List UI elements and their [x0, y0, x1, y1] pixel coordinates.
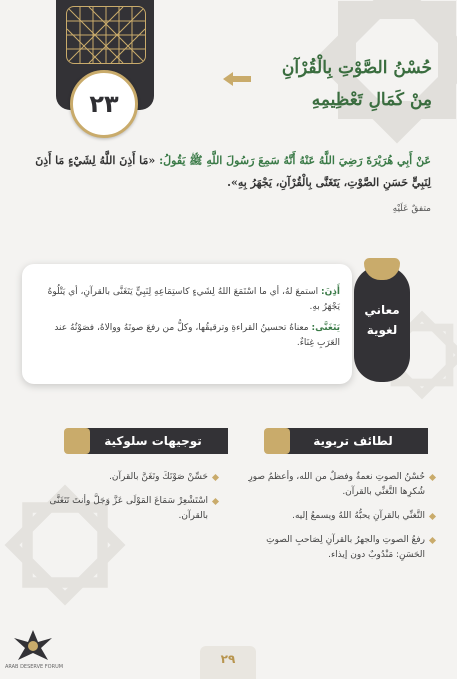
vocab-term-1: أَذِنَ: [321, 287, 340, 297]
hadith-text [26, 150, 431, 194]
list-item: اسْتَشْعِرْ سَمَاعَ المَوْلَى عَزَّ وَجَلَّ وأنتَ تَتَغَنَّى بالقرآن. [28, 494, 218, 524]
vocab-item-2 [30, 321, 340, 351]
vocab-item-1 [30, 285, 340, 315]
behavioral-guidance-header: توجيهات سلوكية [78, 428, 228, 454]
plant-icon [264, 428, 290, 454]
educational-notes-list [235, 470, 435, 572]
hadith-intro: عَنْ أَبِي هُرَيْرَةَ رَضِيَ اللَّهُ عَنْهُ أَنَّهُ سَمِعَ رَسُولَ اللَّهِ ﷺ يَقُولُ: [159, 154, 431, 167]
vocab-label [354, 300, 410, 340]
vocab-def-1: استمعَ لهُ، أي ما اسْتَمَعَ اللهُ لِشَيءٍ كاستِمَاعِهِ لِنَبِيٍّ يَتَغَنَّى بالقرآنِ، أي يَتْلُوهُ يَجْهَرُ بهِ. [47, 287, 340, 312]
vocab-def-2: معناهُ تحسينُ القراءةِ وترقيقُها، وكلُّ من رفعَ صوتَهُ ووالاهُ، فصَوْتُهُ عند العَرَبِ غِنَاءٌ. [54, 323, 340, 348]
book-icon [64, 428, 90, 454]
hadith-body: «مَا أَذِنَ اللَّهُ لِشَيْءٍ مَا أَذِنَ لِنَبِيٍّ حَسَنِ الصَّوْتِ، يَتَغَنَّى بِالْقُرْآنِ، يَجْهَرُ بِهِ». [35, 154, 431, 189]
page-title [182, 52, 432, 116]
vocab-label-line-1: معاني [364, 303, 400, 317]
title-line-2: مِنْ كَمَالِ تَعْظِيمِهِ [311, 90, 432, 110]
list-item: التَّغنِّي بالقرآنِ يحبُّهُ اللهُ ويسمعُ إليه. [235, 509, 435, 524]
list-item: حَسِّنْ صَوْتَكَ وتَغَنَّ بالقرآن. [28, 470, 218, 485]
hadith-source: متفقٌ عَلَيْهِ [392, 204, 431, 214]
vocab-label-line-2: لغوية [366, 323, 398, 337]
geometric-pattern-icon [66, 6, 146, 64]
lesson-number: ٢٣ [70, 70, 138, 138]
list-item: حُسْنُ الصوتِ نعمةٌ وفضلٌ من الله، وأعظمُ صورِ شُكرِها التَّغنِّي بالقرآن. [235, 470, 435, 500]
educational-notes-header: لطائف تربوية [278, 428, 428, 454]
forum-logo-icon [8, 626, 58, 666]
list-item: رفعُ الصوتِ والجهرُ بالقرآنِ لِصَاحبِ الصوتِ الحَسَنِ: مَنْدُوبٌ دون إيذاء. [235, 533, 435, 563]
behavioral-guidance-list [28, 470, 218, 533]
arrow-ornament-icon [223, 72, 251, 86]
page-number: ٢٩ [220, 652, 236, 666]
title-line-1: حُسْنُ الصَّوْتِ بِالْقُرْآنِ [281, 58, 432, 78]
watermark-text: ARAB DESERVE FORUM [4, 664, 64, 670]
vocab-term-2: يَتَغَنَّى: [311, 323, 340, 333]
vocab-content [30, 285, 340, 357]
